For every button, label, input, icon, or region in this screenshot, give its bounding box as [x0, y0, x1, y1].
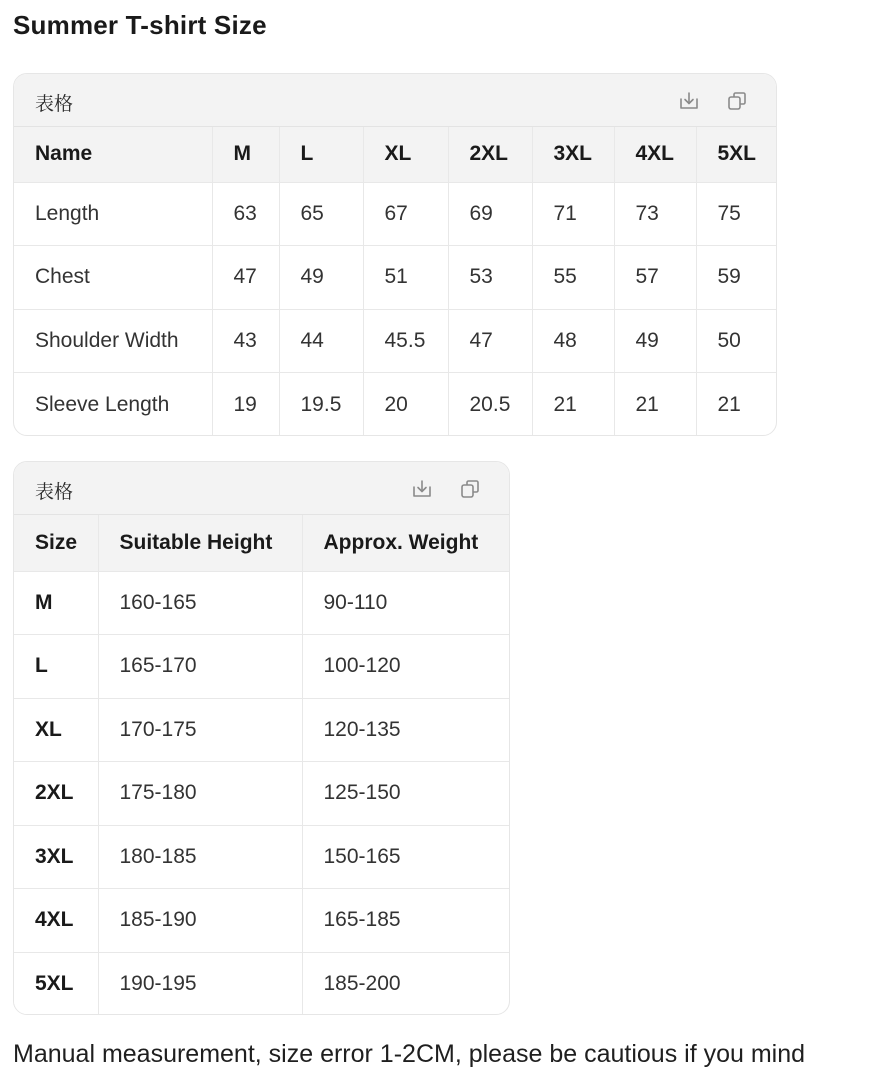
page-title: Summer T-shirt Size	[13, 10, 267, 40]
column-header: XL	[363, 127, 448, 182]
table-cell: Chest	[14, 246, 212, 310]
table-cell: 59	[696, 246, 776, 310]
table-row	[14, 182, 776, 246]
table-card-header	[14, 462, 509, 515]
table-cell: 165-170	[98, 635, 302, 699]
table-header-row	[14, 127, 776, 182]
table-row	[14, 373, 776, 437]
table-cell: 165-185	[302, 889, 509, 953]
table-cell: 21	[696, 373, 776, 437]
table-card-label: 表格	[35, 481, 74, 503]
table-cell: 49	[279, 246, 363, 310]
table-cell: 67	[363, 182, 448, 246]
table-cell: 57	[614, 246, 696, 310]
table-row	[14, 698, 509, 762]
table-cell: 125-150	[302, 762, 509, 826]
size-guide-table	[14, 515, 509, 1015]
table-cell: 160-165	[98, 571, 302, 635]
table-cell: 45.5	[363, 309, 448, 373]
column-header: 4XL	[614, 127, 696, 182]
table-cell: 21	[614, 373, 696, 437]
table-cell: 185-200	[302, 952, 509, 1015]
column-header: Suitable Height	[98, 515, 302, 571]
size-measurement-table-card	[13, 73, 777, 436]
measurement-note: Manual measurement, size error 1-2CM, please be cautious if you mind	[13, 1040, 806, 1068]
row-header: 3XL	[14, 825, 98, 889]
table-row	[14, 571, 509, 635]
table-cell: 180-185	[98, 825, 302, 889]
table-row	[14, 825, 509, 889]
table-cell: 19.5	[279, 373, 363, 437]
table-cell: 21	[532, 373, 614, 437]
column-header: Approx. Weight	[302, 515, 509, 571]
table-card-label: 表格	[35, 93, 74, 115]
table-cell: 47	[448, 309, 532, 373]
table-cell: 20	[363, 373, 448, 437]
table-cell: 71	[532, 182, 614, 246]
table-cell: 53	[448, 246, 532, 310]
column-header: Size	[14, 515, 98, 571]
table-row	[14, 889, 509, 953]
column-header: 2XL	[448, 127, 532, 182]
table-cell: 50	[696, 309, 776, 373]
table-cell: 75	[696, 182, 776, 246]
table-cell: Shoulder Width	[14, 309, 212, 373]
copy-icon[interactable]	[724, 88, 750, 114]
table-cell: 65	[279, 182, 363, 246]
table-cell: 175-180	[98, 762, 302, 826]
table-cell: 185-190	[98, 889, 302, 953]
table-cell: 19	[212, 373, 279, 437]
row-header: XL	[14, 698, 98, 762]
table-card-actions	[676, 88, 750, 114]
table-card-actions	[409, 476, 483, 502]
row-header: M	[14, 571, 98, 635]
table-cell: 100-120	[302, 635, 509, 699]
table-row	[14, 246, 776, 310]
table-cell: 69	[448, 182, 532, 246]
table-cell: 90-110	[302, 571, 509, 635]
table-row	[14, 635, 509, 699]
column-header: M	[212, 127, 279, 182]
table-row	[14, 762, 509, 826]
table-cell: 63	[212, 182, 279, 246]
download-icon[interactable]	[676, 88, 702, 114]
row-header: 2XL	[14, 762, 98, 826]
size-measurement-table	[14, 127, 776, 436]
table-cell: 49	[614, 309, 696, 373]
table-cell: 43	[212, 309, 279, 373]
row-header: 5XL	[14, 952, 98, 1015]
column-header: 5XL	[696, 127, 776, 182]
table-header-row	[14, 515, 509, 571]
row-header: L	[14, 635, 98, 699]
table-cell: 120-135	[302, 698, 509, 762]
table-row	[14, 309, 776, 373]
row-header: 4XL	[14, 889, 98, 953]
download-icon[interactable]	[409, 476, 435, 502]
table-cell: 73	[614, 182, 696, 246]
table-cell: 150-165	[302, 825, 509, 889]
table-cell: 47	[212, 246, 279, 310]
table-cell: Sleeve Length	[14, 373, 212, 437]
column-header: Name	[14, 127, 212, 182]
table-cell: 44	[279, 309, 363, 373]
column-header: 3XL	[532, 127, 614, 182]
table-row	[14, 952, 509, 1015]
size-guide-table-card	[13, 461, 510, 1015]
table-cell: 170-175	[98, 698, 302, 762]
table-cell: Length	[14, 182, 212, 246]
table-cell: 51	[363, 246, 448, 310]
column-header: L	[279, 127, 363, 182]
table-cell: 48	[532, 309, 614, 373]
table-cell: 20.5	[448, 373, 532, 437]
copy-icon[interactable]	[457, 476, 483, 502]
table-cell: 55	[532, 246, 614, 310]
table-card-header	[14, 74, 776, 127]
table-cell: 190-195	[98, 952, 302, 1015]
